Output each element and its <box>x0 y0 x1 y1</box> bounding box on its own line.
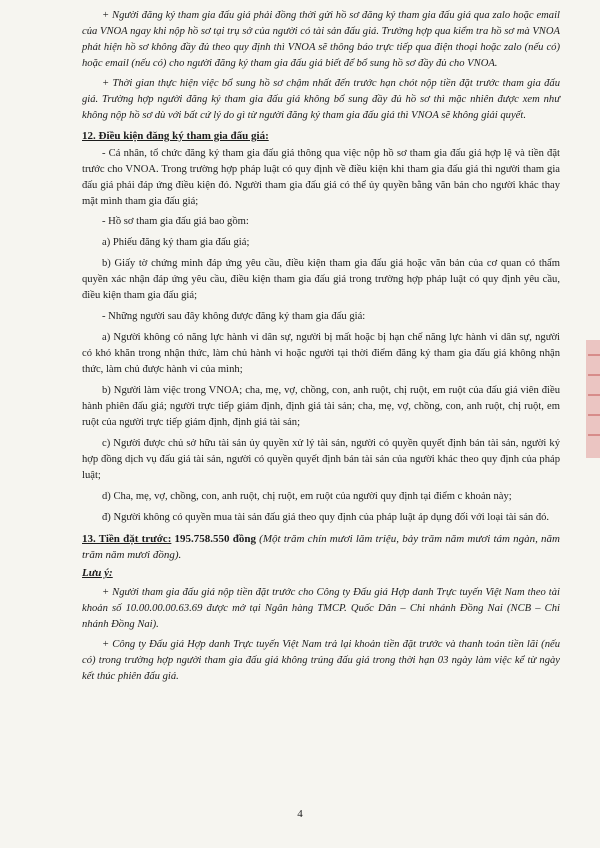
section-13-heading <box>82 531 560 563</box>
section-12-paragraph: d) Cha, mẹ, vợ, chồng, con, anh ruột, chị ruột, em ruột của người quy định tại điểm c khoản này; <box>102 491 512 502</box>
note-label: Lưu ý: <box>82 567 113 579</box>
paragraph-supplement-deadline: + Thời gian thực hiện việc bổ sung hồ sơ chậm nhất đến trước hạn chót nộp tiền đặt trước tham gia đấu giá. Trường hợp người đăng ký tham gia đấu giá không bổ sung đầy đủ hồ sơ thì mặc nhiên được xem như không nộp hồ sơ dù với bất cứ lý do gì từ người đăng ký tham gia đấu giá thì VNOA sẽ không giải quyết. <box>82 78 560 121</box>
deposit-amount-words: (Một trăm chín mươi lăm triệu, bảy trăm năm mươi tám ngàn, năm trăm năm mươi đồng). <box>82 533 561 561</box>
section-12-title: 12. Điều kiện đăng ký tham gia đấu giá: <box>82 130 269 142</box>
section-12-paragraph: a) Phiếu đăng ký tham gia đấu giá; <box>102 237 250 248</box>
section-12-heading <box>82 128 560 144</box>
section-12-paragraph: - Hồ sơ tham gia đấu giá bao gồm: <box>102 216 249 227</box>
document-body <box>82 8 560 689</box>
red-stamp-mark <box>586 340 600 458</box>
section-12-paragraph: - Những người sau đây không được đăng ký tham gia đấu giá: <box>102 311 366 322</box>
section-12-paragraph: b) Người làm việc trong VNOA; cha, mẹ, vợ, chồng, con, anh ruột, chị ruột, em ruột của đấu giá viên điều hành phiên đấu giá; người trực tiếp giám định, định giá tài sản; cha, mẹ, vợ, chồng, con, anh ruột, chị ruột, em ruột của người trực tiếp giám định, định giá tài sản; <box>82 385 560 428</box>
note-paragraph: + Người tham gia đấu giá nộp tiền đặt trước cho Công ty Đấu giá Hợp danh Trực tuyến Việt Nam theo tài khoản số 10.00.00.00.63.69 được mở tại Ngân hàng TMCP. Quốc Dân – Chi nhánh Đồng Nai (NCB – Chi nhánh Đồng Nai). <box>82 587 560 630</box>
paragraph-submission-note: + Người đăng ký tham gia đấu giá phải đồng thời gửi hồ sơ đăng ký tham gia đấu giá qua zalo hoặc email của VNOA ngay khi nộp hồ sơ tại trụ sở của người có tài sản đấu giá. Trường hợp qua kiểm tra hồ sơ mà VNOA phát hiện hồ sơ không đầy đủ theo quy định thì VNOA sẽ thông báo trực tiếp qua điện thoại hoặc zalo (nếu có) hoặc email (nếu có) cho người đăng ký tham gia đấu giá biết để bổ sung hồ sơ đầy đủ cho VNOA. <box>82 10 560 69</box>
section-12-paragraph: đ) Người không có quyền mua tài sản đấu giá theo quy định của pháp luật áp dụng đối với loại tài sản đó. <box>102 512 550 523</box>
section-12-paragraph: a) Người không có năng lực hành vi dân sự, người bị mất hoặc bị hạn chế năng lực hành vi dân sự, người có khó khăn trong nhận thức, làm chủ hành vi hoặc người tại thời điểm đăng ký tham gia đấu giá không nhận thức, làm chủ được hành vi của mình; <box>82 332 560 375</box>
section-13-title: 13. Tiền đặt trước: <box>82 533 172 545</box>
section-12-paragraph: b) Giấy tờ chứng minh đáp ứng yêu cầu, điều kiện tham gia đấu giá hoặc văn bản của cơ quan có thẩm quyền xác nhận đáp ứng yêu cầu, điều kiện tham gia đấu giá trong trường hợp pháp luật có quy định yêu cầu, điều kiện tham gia đấu giá; <box>82 258 560 301</box>
section-12-paragraph: - Cá nhân, tổ chức đăng ký tham gia đấu giá thông qua việc nộp hồ sơ tham gia đấu giá hợp lệ và tiền đặt trước cho VNOA. Trong trường hợp pháp luật có quy định về điều kiện khi tham gia đấu giá thì người tham gia đấu giá phải đáp ứng điều kiện đó. Người tham gia đấu giá có thể ủy quyền bằng văn bản cho người khác thay mặt mình tham gia đấu giá; <box>82 148 560 207</box>
page-number: 4 <box>297 808 303 820</box>
note-paragraph: + Công ty Đấu giá Hợp danh Trực tuyến Việt Nam trả lại khoản tiền đặt trước và thanh toán tiền lãi (nếu có) trong trường hợp người tham gia đấu giá không trúng đấu giá trong thời hạn 03 ngày làm việc kể từ ngày kết thúc phiên đấu giá. <box>82 639 560 682</box>
deposit-amount: 195.758.550 đồng <box>174 533 256 545</box>
section-12-paragraph: c) Người được chủ sở hữu tài sản ủy quyền xử lý tài sản, người có quyền quyết định bán tài sản, người ký hợp đồng dịch vụ đấu giá tài sản, người có quyền quyết định bán tài sản của người khác theo quy định của pháp luật; <box>82 438 560 481</box>
